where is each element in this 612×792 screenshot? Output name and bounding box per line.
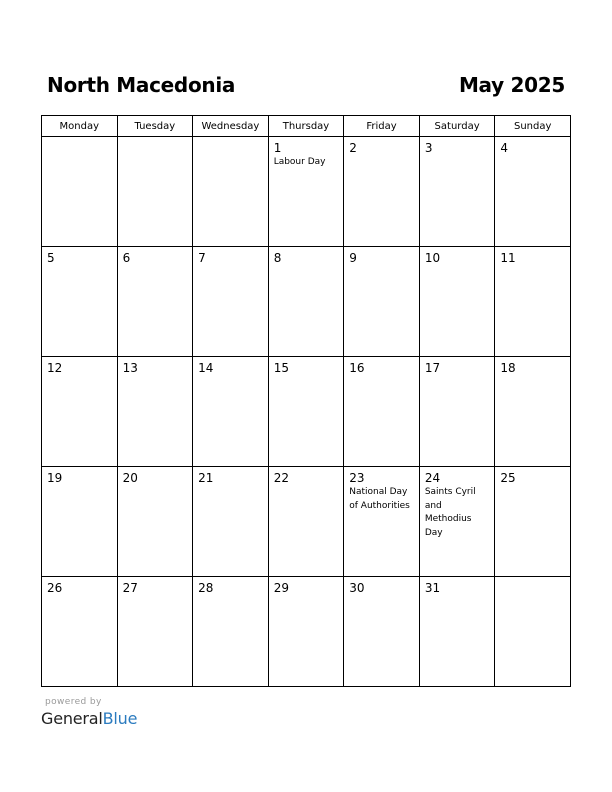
- day-cell: [193, 357, 269, 467]
- week-row: [42, 137, 571, 247]
- calendar-body: [42, 137, 571, 687]
- day-number: 19: [47, 471, 63, 485]
- day-cell: [268, 577, 344, 687]
- brand-general-text: General: [41, 709, 103, 728]
- day-number: 26: [47, 581, 63, 595]
- day-cell: [117, 467, 193, 577]
- powered-by-text: powered by: [45, 697, 102, 707]
- day-cell: [495, 247, 571, 357]
- day-cell: [42, 467, 118, 577]
- empty-day-cell: [193, 137, 269, 247]
- day-cell: [268, 137, 344, 247]
- empty-day-cell: [495, 577, 571, 687]
- day-cell: [42, 577, 118, 687]
- day-cell: [193, 467, 269, 577]
- day-number: 27: [122, 581, 138, 595]
- day-number: 30: [349, 581, 365, 595]
- day-cell: [495, 137, 571, 247]
- weekday-header-row: [42, 116, 571, 137]
- day-cell: [117, 577, 193, 687]
- week-row: [42, 467, 571, 577]
- holiday-label: National Day of Authorities: [349, 487, 410, 511]
- day-number: 18: [500, 361, 516, 375]
- generalblue-logo: [41, 709, 137, 729]
- day-number: 8: [273, 251, 282, 265]
- week-row: [42, 357, 571, 467]
- day-number: 25: [500, 471, 516, 485]
- day-number: 6: [122, 251, 131, 265]
- weekday-thursday: Thursday: [268, 116, 344, 137]
- week-row: [42, 577, 571, 687]
- weekday-friday: Friday: [344, 116, 420, 137]
- day-number: 28: [198, 581, 214, 595]
- day-cell: [419, 137, 495, 247]
- day-number: 17: [424, 361, 441, 375]
- day-cell: [495, 467, 571, 577]
- holiday-label: Labour Day: [273, 157, 326, 167]
- day-number: 11: [500, 251, 516, 265]
- day-cell: [117, 247, 193, 357]
- day-number: 29: [273, 581, 289, 595]
- day-cell: [344, 137, 420, 247]
- day-cell: [193, 577, 269, 687]
- day-cell: [117, 357, 193, 467]
- week-row: [42, 247, 571, 357]
- day-number: 9: [349, 251, 357, 265]
- day-cell: [344, 577, 420, 687]
- weekday-saturday: Saturday: [419, 116, 495, 137]
- day-number: 1: [273, 141, 282, 155]
- calendar-grid: [41, 115, 571, 687]
- day-number: 12: [47, 361, 63, 375]
- day-number: 5: [47, 251, 55, 265]
- day-number: 16: [349, 361, 365, 375]
- weekday-sunday: Sunday: [495, 116, 571, 137]
- day-number: 4: [500, 141, 509, 155]
- day-number: 3: [424, 141, 433, 155]
- day-number: 10: [424, 251, 441, 265]
- day-cell: [419, 467, 495, 577]
- day-number: 13: [122, 361, 138, 375]
- day-cell: [268, 467, 344, 577]
- day-number: 24: [424, 471, 441, 485]
- day-number: 23: [349, 471, 365, 485]
- day-cell: [193, 247, 269, 357]
- day-cell: [268, 247, 344, 357]
- calendar-header: [47, 70, 565, 100]
- day-number: 22: [273, 471, 289, 485]
- day-cell: [344, 467, 420, 577]
- day-number: 15: [273, 361, 289, 375]
- day-cell: [42, 247, 118, 357]
- day-cell: [344, 247, 420, 357]
- day-cell: [419, 247, 495, 357]
- day-number: 14: [198, 361, 214, 375]
- day-cell: [344, 357, 420, 467]
- day-number: 31: [424, 581, 441, 595]
- day-cell: [419, 577, 495, 687]
- day-number: 2: [349, 141, 357, 155]
- country-title: North Macedonia: [47, 73, 236, 97]
- day-cell: [419, 357, 495, 467]
- footer-branding: [41, 697, 137, 729]
- empty-day-cell: [117, 137, 193, 247]
- holiday-label: Saints Cyril and Methodius Day: [424, 487, 476, 538]
- day-cell: [42, 357, 118, 467]
- month-year-title: May 2025: [458, 73, 565, 97]
- day-cell: [268, 357, 344, 467]
- day-number: 20: [122, 471, 138, 485]
- weekday-tuesday: Tuesday: [117, 116, 193, 137]
- brand-blue-text: Blue: [102, 709, 138, 728]
- empty-day-cell: [42, 137, 118, 247]
- day-number: 7: [198, 251, 206, 265]
- weekday-monday: Monday: [42, 116, 118, 137]
- day-number: 21: [198, 471, 214, 485]
- weekday-wednesday: Wednesday: [193, 116, 269, 137]
- day-cell: [495, 357, 571, 467]
